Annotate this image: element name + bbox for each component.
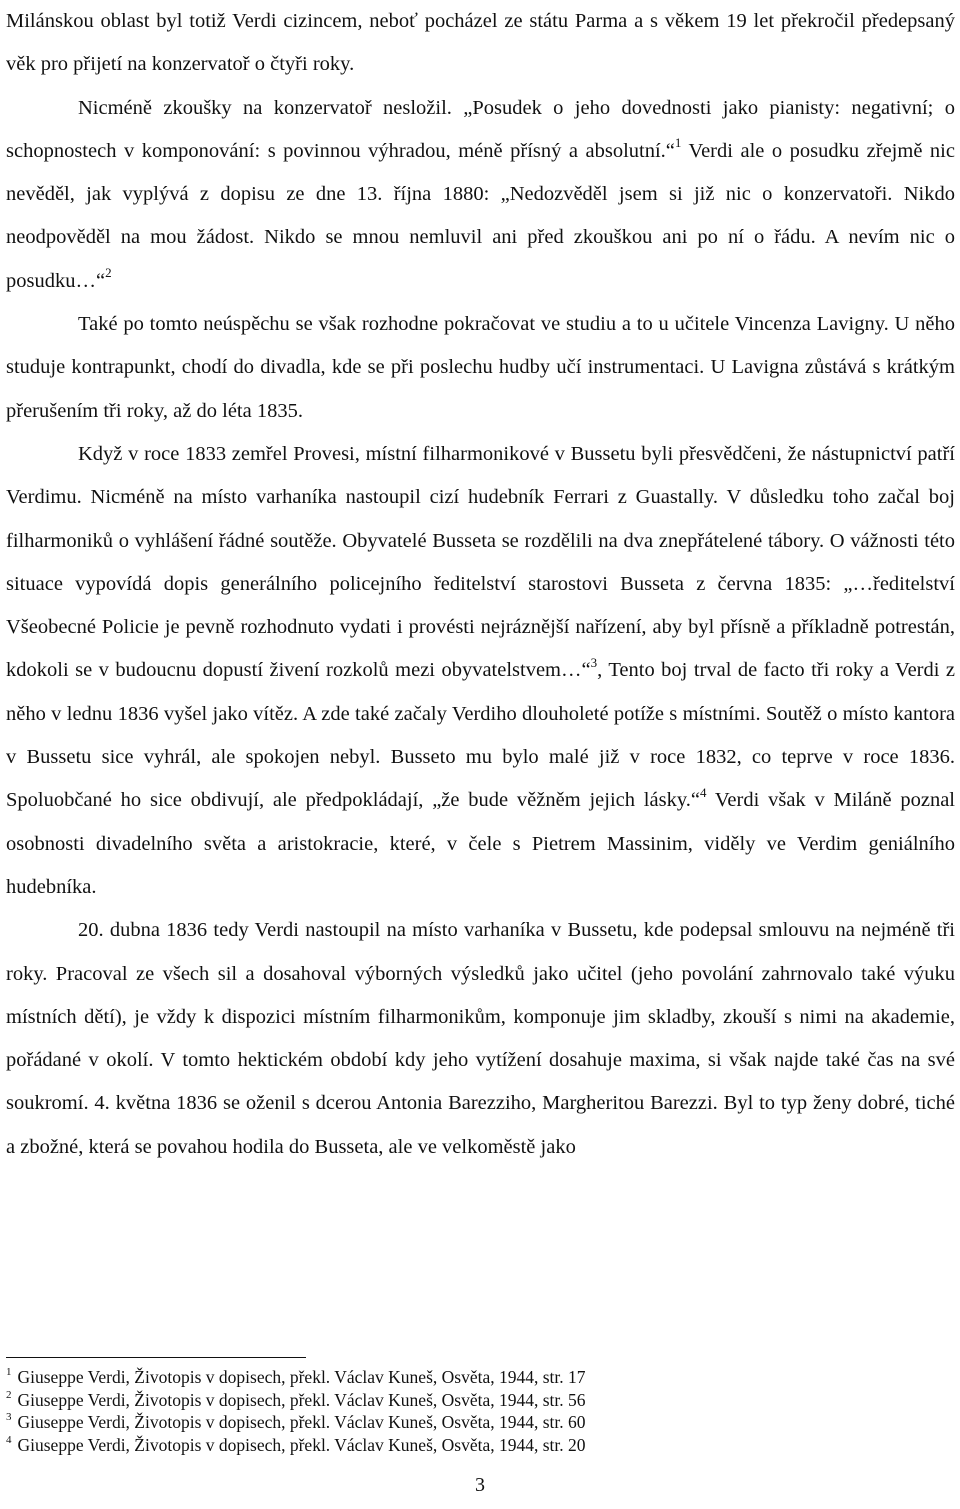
paragraph-text: Milánskou oblast byl totiž Verdi cizincem, neboť pocházel ze státu Parma a s věkem 19 let překročil předepsaný věk pro přijetí na konzervatoř o čtyři roky. <box>6 10 955 76</box>
footnote-text: Giuseppe Verdi, Životopis v dopisech, překl. Václav Kuneš, Osvěta, 1944, str. 56 <box>17 1389 586 1410</box>
paragraph-text: Také po tomto neúspěchu se však rozhodne pokračovat ve studiu a to u učitele Vincenza Lavigny. U něho studuje kontrapunkt, chodí do divadla, kde se při poslechu hudby učí instrumentaci. U Lavigna zůstává s krátkým přerušením tři roky, až do léta 1835. <box>6 313 955 422</box>
footnotes <box>6 1366 955 1456</box>
paragraph-text: Verdi však v Miláně poznal osobnosti divadelního světa a aristokracie, které, v čele s Pietrem Massinim, viděly ve Verdim geniálního hudebníka. <box>6 789 955 898</box>
footnote-text: Giuseppe Verdi, Životopis v dopisech, překl. Václav Kuneš, Osvěta, 1944, str. 17 <box>17 1367 586 1387</box>
footnote-number: 1 <box>6 1366 12 1379</box>
footnote <box>6 1366 955 1389</box>
footnote <box>6 1389 955 1412</box>
paragraph-text: 20. dubna 1836 tedy Verdi nastoupil na místo varhaníka v Bussetu, kde podepsal smlouvu na nejméně tři roky. Pracoval ze všech sil a dosahoval výborných výsledků jako učitel (jeho povolání zahrnovalo také výuku místních dětí), je vždy k dispozici místním filharmonikům, komponuje jim skladby, zkouší s nimi na akademie, pořádané v okolí. V tomto hektickém období kdy jeho vytížení dosahuje maxima, si však najde také čas na své soukromí. 4. května 1836 se oženil s dcerou Antonia Barezziho, Margheritou Barezzi. Byl to typ ženy dobré, tiché a zbožné, která se povahou hodila do Busseta, ale ve velkoměstě jako <box>6 919 955 1158</box>
footnote-reference: 4 <box>699 784 707 800</box>
paragraph <box>6 909 955 1169</box>
footnote <box>6 1434 955 1457</box>
footnote-text: Giuseppe Verdi, Životopis v dopisech, překl. Václav Kuneš, Osvěta, 1944, str. 60 <box>17 1412 586 1432</box>
paragraph-text: , Tento boj trval de facto tři roky a Verdi z něho v lednu 1836 vyšel jako vítěz. A zde také začaly Verdiho dlouholeté potíže s místními. Soutěž o místo kantora v Bussetu sice vyhrál, ale spokojen nebyl. Busseto mu bylo malé již v roce 1832, co teprve v roce 1836. Spoluobčané ho sice obdivují, ale předpokládají, „že bude věžněm jejich lásky.“ <box>6 659 955 812</box>
footnote-number: 4 <box>6 1433 12 1446</box>
paragraph <box>6 433 955 909</box>
paragraph <box>6 87 955 303</box>
paragraph-text: Verdi ale o posudku zřejmě nic nevěděl, jak vyplývá z dopisu ze dne 13. října 1880: „Nedozvěděl jsem si již nic o konzervatoři. Nikdo neodpověděl na mou žádost. Nikdo se mnou nemluvil ani před zkouškou ani po ní o řádu. A nevím nic o posudku…“ <box>6 139 955 292</box>
paragraph <box>6 303 955 433</box>
footnote-reference: 3 <box>590 654 598 670</box>
footnote-text: Giuseppe Verdi, Životopis v dopisech, překl. Václav Kuneš, Osvěta, 1944, str. 20 <box>17 1434 586 1455</box>
body-text <box>6 0 955 1169</box>
footnote-reference: 2 <box>105 264 112 280</box>
footnote-separator <box>6 1357 306 1358</box>
footnote-number: 2 <box>6 1388 12 1401</box>
paragraph-text: Nicméně zkoušky na konzervatoř nesložil. „Posudek o jeho dovednosti jako pianisty: negativní; o schopnostech v komponování: s povinnou výhradou, méně přísný a absolutní.“ <box>6 96 955 162</box>
footnote <box>6 1411 955 1434</box>
footnote-number: 3 <box>6 1411 12 1424</box>
paragraph-text: Když v roce 1833 zemřel Provesi, místní filharmonikové v Bussetu byli přesvědčeni, že nástupnictví patří Verdimu. Nicméně na místo varhaníka nastoupil cizí hudebník Ferrari z Guastally. V důsledku toho začal boj filharmoniků o vyhlášení řádné soutěže. Obyvatelé Busseta se rozdělili na dva znepřátelené tábory. O vážnosti této situace vypovídá dopis generálního policejního ředitelství starostovi Busseta z června 1835: „…ředitelství Všeobecné Policie je pevně rozhodnuto vydati i provésti nejráznější nařízení, aby byl přísně a příkladně potrestán, kdokoli se v budoucnu dopustí živení rozkolů mezi obyvatelstvem…“ <box>6 442 955 682</box>
page-number: 3 <box>475 1474 485 1496</box>
paragraph <box>6 0 955 87</box>
footnote-reference: 1 <box>674 135 682 151</box>
